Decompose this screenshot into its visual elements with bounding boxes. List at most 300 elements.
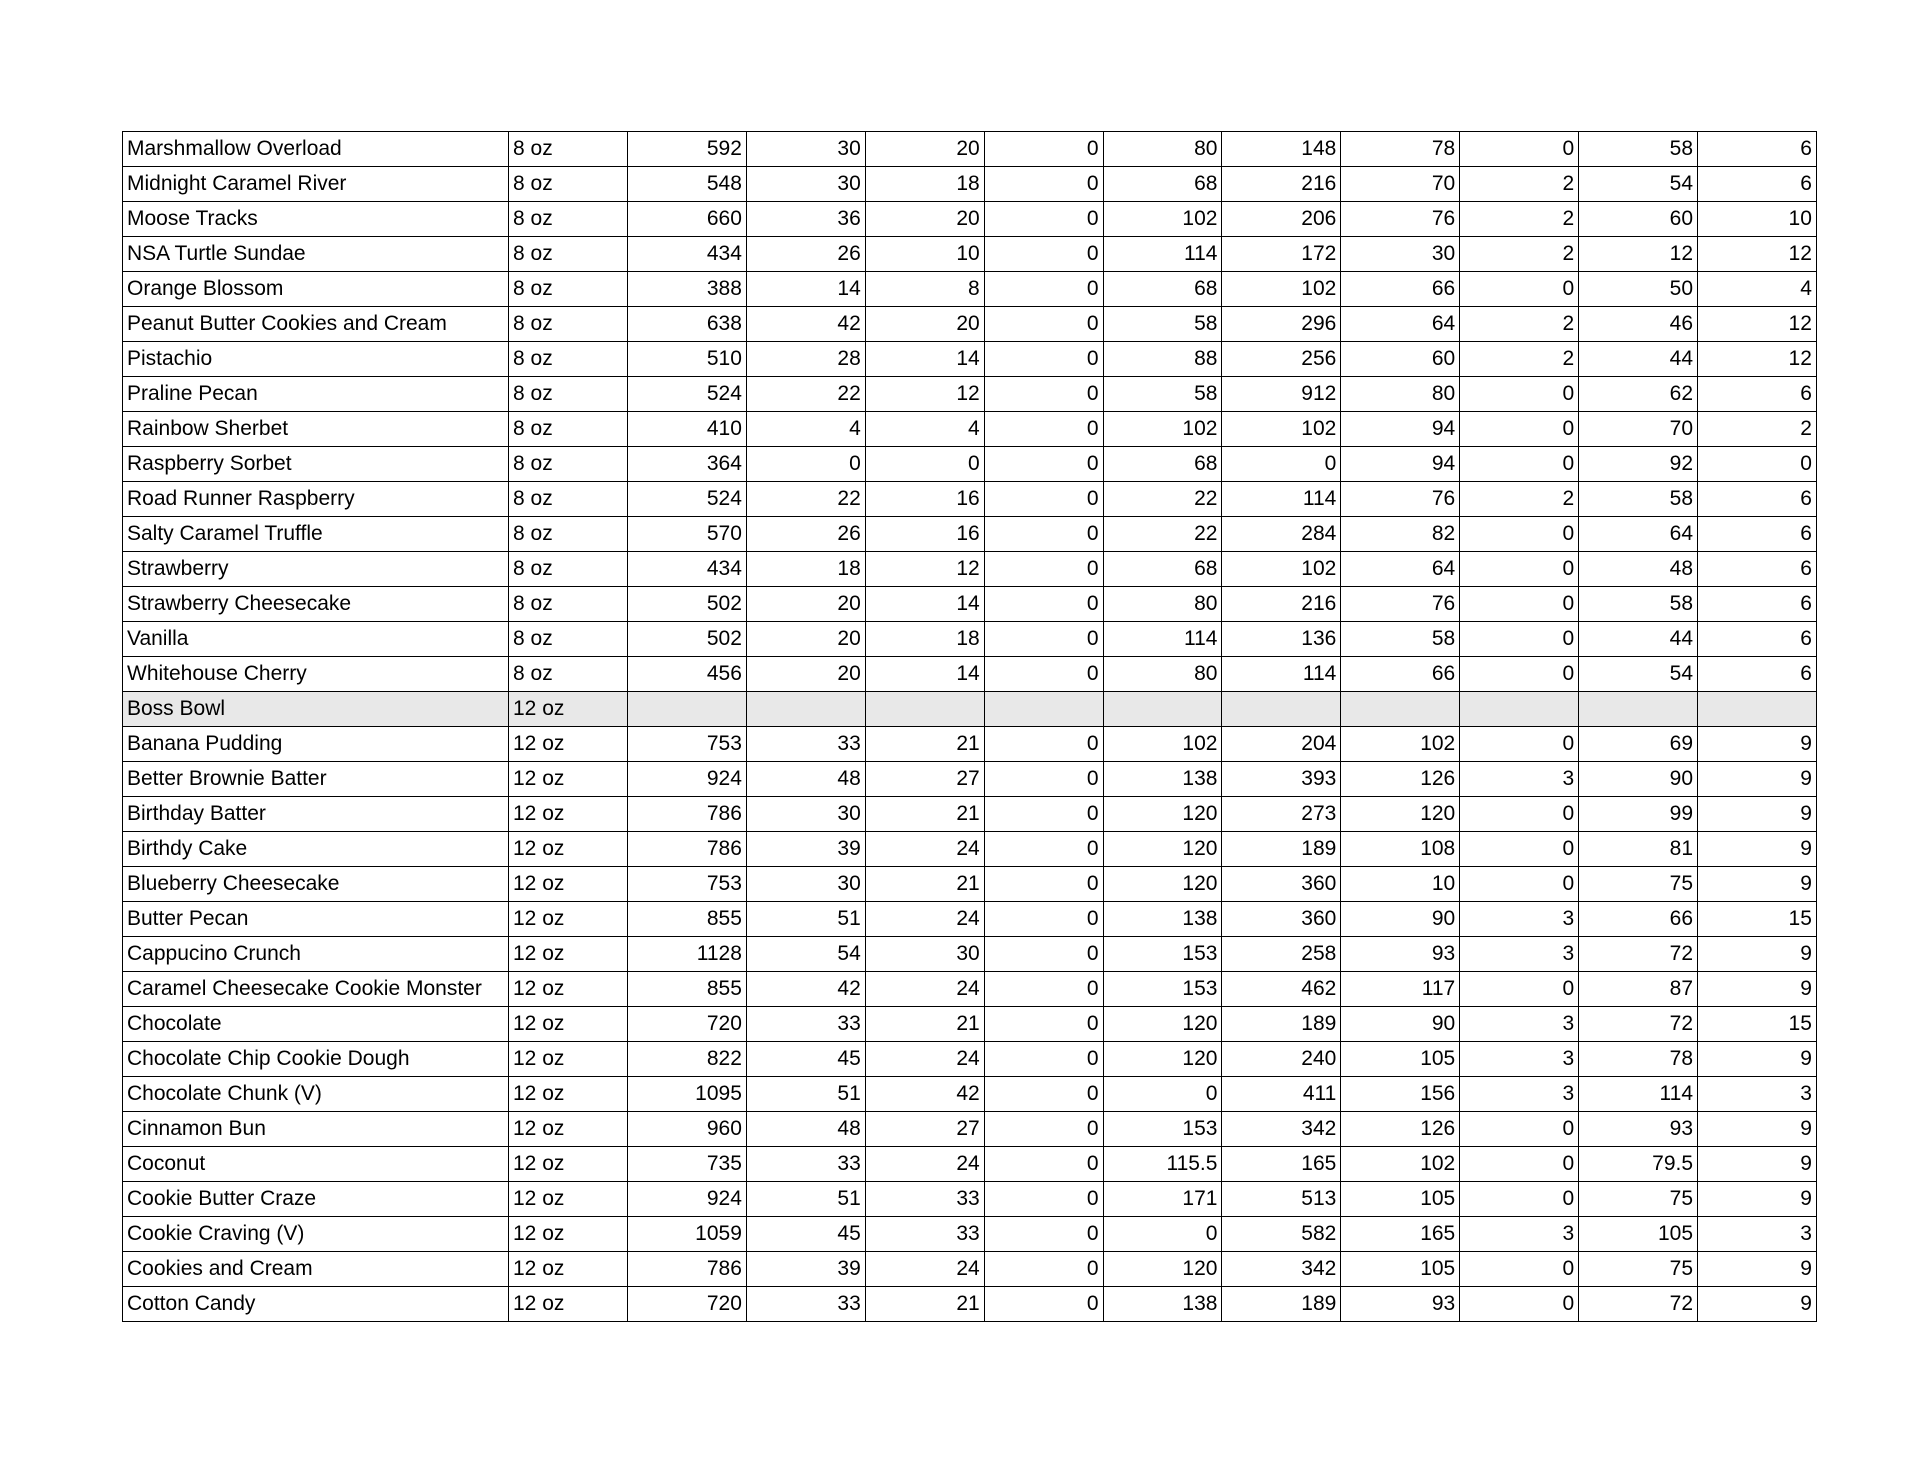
value-cell: 273 — [1222, 797, 1341, 832]
value-cell: 33 — [865, 1217, 984, 1252]
value-cell: 0 — [1460, 1182, 1579, 1217]
serving-size-cell: 8 oz — [509, 517, 628, 552]
table-row — [123, 937, 1817, 972]
value-cell: 6 — [1698, 552, 1817, 587]
value-cell: 258 — [1222, 937, 1341, 972]
value-cell: 88 — [1103, 342, 1222, 377]
value-cell: 126 — [1341, 1112, 1460, 1147]
table-row — [123, 272, 1817, 307]
table-row — [123, 1287, 1817, 1322]
section-row — [123, 692, 1817, 727]
value-cell: 0 — [984, 937, 1103, 972]
value-cell: 165 — [1222, 1147, 1341, 1182]
value-cell: 3 — [1460, 762, 1579, 797]
value-cell: 156 — [1341, 1077, 1460, 1112]
value-cell: 6 — [1698, 482, 1817, 517]
value-cell: 80 — [1103, 132, 1222, 167]
value-cell: 4 — [865, 412, 984, 447]
value-cell: 735 — [628, 1147, 747, 1182]
value-cell: 70 — [1579, 412, 1698, 447]
value-cell: 92 — [1579, 447, 1698, 482]
value-cell: 90 — [1341, 902, 1460, 937]
flavor-name-cell: Orange Blossom — [123, 272, 509, 307]
table-row — [123, 972, 1817, 1007]
value-cell: 240 — [1222, 1042, 1341, 1077]
value-cell: 153 — [1103, 937, 1222, 972]
value-cell: 48 — [746, 762, 865, 797]
value-cell: 33 — [746, 1287, 865, 1322]
value-cell: 33 — [746, 727, 865, 762]
value-cell: 153 — [1103, 972, 1222, 1007]
value-cell: 22 — [746, 377, 865, 412]
value-cell: 548 — [628, 167, 747, 202]
value-cell: 102 — [1341, 727, 1460, 762]
value-cell: 6 — [1698, 587, 1817, 622]
value-cell: 0 — [984, 552, 1103, 587]
value-cell: 0 — [1460, 517, 1579, 552]
value-cell: 46 — [1579, 307, 1698, 342]
value-cell: 102 — [1341, 1147, 1460, 1182]
value-cell: 102 — [1103, 412, 1222, 447]
value-cell: 114 — [1222, 482, 1341, 517]
value-cell: 462 — [1222, 972, 1341, 1007]
value-cell: 172 — [1222, 237, 1341, 272]
value-cell: 114 — [1103, 622, 1222, 657]
value-cell: 42 — [865, 1077, 984, 1112]
value-cell: 68 — [1103, 552, 1222, 587]
table-row — [123, 1182, 1817, 1217]
value-cell: 45 — [746, 1217, 865, 1252]
value-cell: 720 — [628, 1287, 747, 1322]
table-row — [123, 1217, 1817, 1252]
value-cell: 26 — [746, 517, 865, 552]
value-cell: 2 — [1698, 412, 1817, 447]
value-cell: 0 — [1460, 622, 1579, 657]
flavor-name-cell: Banana Pudding — [123, 727, 509, 762]
value-cell: 3 — [1460, 1042, 1579, 1077]
flavor-name-cell: Whitehouse Cherry — [123, 657, 509, 692]
value-cell: 411 — [1222, 1077, 1341, 1112]
value-cell: 960 — [628, 1112, 747, 1147]
flavor-name-cell: Pistachio — [123, 342, 509, 377]
value-cell: 924 — [628, 1182, 747, 1217]
value-cell: 0 — [984, 762, 1103, 797]
value-cell: 102 — [1222, 552, 1341, 587]
value-cell: 12 — [865, 552, 984, 587]
flavor-name-cell: Chocolate Chunk (V) — [123, 1077, 509, 1112]
value-cell: 82 — [1341, 517, 1460, 552]
value-cell: 786 — [628, 832, 747, 867]
value-cell: 189 — [1222, 1007, 1341, 1042]
value-cell: 66 — [1341, 272, 1460, 307]
value-cell: 16 — [865, 482, 984, 517]
value-cell: 76 — [1341, 202, 1460, 237]
flavor-name-cell: Praline Pecan — [123, 377, 509, 412]
value-cell — [746, 692, 865, 727]
value-cell: 120 — [1103, 1252, 1222, 1287]
value-cell: 51 — [746, 1182, 865, 1217]
table-row — [123, 447, 1817, 482]
flavor-name-cell: Vanilla — [123, 622, 509, 657]
serving-size-cell: 12 oz — [509, 692, 628, 727]
value-cell: 9 — [1698, 1042, 1817, 1077]
value-cell: 12 — [1698, 307, 1817, 342]
value-cell: 24 — [865, 832, 984, 867]
value-cell — [1579, 692, 1698, 727]
value-cell: 10 — [865, 237, 984, 272]
value-cell: 64 — [1579, 517, 1698, 552]
value-cell: 0 — [1460, 1112, 1579, 1147]
value-cell: 24 — [865, 902, 984, 937]
serving-size-cell: 12 oz — [509, 1077, 628, 1112]
value-cell: 1128 — [628, 937, 747, 972]
value-cell: 20 — [865, 307, 984, 342]
value-cell: 138 — [1103, 1287, 1222, 1322]
value-cell: 58 — [1341, 622, 1460, 657]
table-row — [123, 1252, 1817, 1287]
value-cell: 6 — [1698, 377, 1817, 412]
value-cell: 80 — [1341, 377, 1460, 412]
table-row — [123, 622, 1817, 657]
value-cell: 9 — [1698, 1182, 1817, 1217]
value-cell: 58 — [1579, 482, 1698, 517]
flavor-name-cell: Midnight Caramel River — [123, 167, 509, 202]
value-cell: 0 — [984, 902, 1103, 937]
value-cell: 189 — [1222, 832, 1341, 867]
value-cell: 171 — [1103, 1182, 1222, 1217]
value-cell: 93 — [1579, 1112, 1698, 1147]
value-cell: 0 — [984, 657, 1103, 692]
value-cell: 21 — [865, 1007, 984, 1042]
value-cell: 20 — [746, 587, 865, 622]
value-cell: 9 — [1698, 1252, 1817, 1287]
value-cell: 27 — [865, 762, 984, 797]
value-cell: 0 — [984, 622, 1103, 657]
value-cell: 1059 — [628, 1217, 747, 1252]
value-cell: 9 — [1698, 937, 1817, 972]
value-cell: 58 — [1103, 307, 1222, 342]
table-body — [123, 132, 1817, 1322]
serving-size-cell: 12 oz — [509, 832, 628, 867]
value-cell: 0 — [1103, 1217, 1222, 1252]
value-cell: 24 — [865, 1042, 984, 1077]
flavor-name-cell: Strawberry — [123, 552, 509, 587]
table-row — [123, 902, 1817, 937]
value-cell: 456 — [628, 657, 747, 692]
value-cell: 2 — [1460, 167, 1579, 202]
value-cell: 105 — [1341, 1042, 1460, 1077]
flavor-name-cell: Cookies and Cream — [123, 1252, 509, 1287]
value-cell: 0 — [1460, 1252, 1579, 1287]
value-cell: 148 — [1222, 132, 1341, 167]
value-cell: 58 — [1579, 132, 1698, 167]
value-cell: 26 — [746, 237, 865, 272]
serving-size-cell: 8 oz — [509, 342, 628, 377]
value-cell: 720 — [628, 1007, 747, 1042]
value-cell: 0 — [984, 237, 1103, 272]
table-row — [123, 1042, 1817, 1077]
value-cell: 81 — [1579, 832, 1698, 867]
value-cell: 60 — [1341, 342, 1460, 377]
value-cell: 0 — [1698, 447, 1817, 482]
value-cell: 9 — [1698, 762, 1817, 797]
value-cell: 2 — [1460, 237, 1579, 272]
table-row — [123, 412, 1817, 447]
flavor-name-cell: Better Brownie Batter — [123, 762, 509, 797]
value-cell: 120 — [1103, 1042, 1222, 1077]
table-row — [123, 202, 1817, 237]
serving-size-cell: 8 oz — [509, 202, 628, 237]
value-cell: 36 — [746, 202, 865, 237]
flavor-name-cell: Road Runner Raspberry — [123, 482, 509, 517]
value-cell: 189 — [1222, 1287, 1341, 1322]
value-cell: 54 — [1579, 657, 1698, 692]
value-cell: 1095 — [628, 1077, 747, 1112]
value-cell: 28 — [746, 342, 865, 377]
value-cell: 9 — [1698, 1287, 1817, 1322]
value-cell: 0 — [746, 447, 865, 482]
value-cell: 14 — [865, 342, 984, 377]
value-cell: 18 — [865, 622, 984, 657]
serving-size-cell: 12 oz — [509, 867, 628, 902]
value-cell: 0 — [984, 727, 1103, 762]
value-cell: 76 — [1341, 587, 1460, 622]
value-cell: 80 — [1103, 657, 1222, 692]
value-cell: 3 — [1460, 1007, 1579, 1042]
value-cell: 114 — [1579, 1077, 1698, 1112]
value-cell: 62 — [1579, 377, 1698, 412]
value-cell: 99 — [1579, 797, 1698, 832]
value-cell: 66 — [1579, 902, 1698, 937]
value-cell — [865, 692, 984, 727]
value-cell: 24 — [865, 972, 984, 1007]
value-cell: 21 — [865, 867, 984, 902]
value-cell: 0 — [1460, 867, 1579, 902]
value-cell: 0 — [1460, 657, 1579, 692]
table-row — [123, 762, 1817, 797]
serving-size-cell: 12 oz — [509, 797, 628, 832]
value-cell: 753 — [628, 727, 747, 762]
value-cell: 102 — [1222, 272, 1341, 307]
value-cell — [628, 692, 747, 727]
value-cell: 12 — [865, 377, 984, 412]
table-row — [123, 867, 1817, 902]
value-cell: 912 — [1222, 377, 1341, 412]
value-cell: 60 — [1579, 202, 1698, 237]
value-cell: 75 — [1579, 1182, 1698, 1217]
value-cell: 0 — [984, 1147, 1103, 1182]
value-cell: 87 — [1579, 972, 1698, 1007]
flavor-name-cell: Butter Pecan — [123, 902, 509, 937]
table-row — [123, 342, 1817, 377]
serving-size-cell: 8 oz — [509, 237, 628, 272]
value-cell: 0 — [984, 202, 1103, 237]
value-cell: 39 — [746, 1252, 865, 1287]
serving-size-cell: 8 oz — [509, 587, 628, 622]
table-row — [123, 167, 1817, 202]
value-cell: 18 — [746, 552, 865, 587]
flavor-name-cell: Salty Caramel Truffle — [123, 517, 509, 552]
value-cell: 22 — [1103, 482, 1222, 517]
value-cell: 102 — [1222, 412, 1341, 447]
value-cell: 12 — [1698, 342, 1817, 377]
flavor-name-cell: Cotton Candy — [123, 1287, 509, 1322]
table-row — [123, 552, 1817, 587]
value-cell: 660 — [628, 202, 747, 237]
value-cell: 360 — [1222, 902, 1341, 937]
value-cell: 21 — [865, 727, 984, 762]
value-cell: 39 — [746, 832, 865, 867]
value-cell — [1460, 692, 1579, 727]
value-cell: 33 — [865, 1182, 984, 1217]
serving-size-cell: 12 oz — [509, 1252, 628, 1287]
value-cell: 94 — [1341, 412, 1460, 447]
flavor-name-cell: Birthdy Cake — [123, 832, 509, 867]
serving-size-cell: 12 oz — [509, 902, 628, 937]
value-cell: 592 — [628, 132, 747, 167]
value-cell: 20 — [865, 202, 984, 237]
table-row — [123, 587, 1817, 622]
value-cell: 76 — [1341, 482, 1460, 517]
value-cell: 120 — [1103, 832, 1222, 867]
value-cell: 0 — [984, 1112, 1103, 1147]
value-cell: 8 — [865, 272, 984, 307]
value-cell: 24 — [865, 1147, 984, 1182]
value-cell: 90 — [1341, 1007, 1460, 1042]
value-cell: 3 — [1460, 1217, 1579, 1252]
value-cell: 753 — [628, 867, 747, 902]
flavor-name-cell: Blueberry Cheesecake — [123, 867, 509, 902]
value-cell: 524 — [628, 377, 747, 412]
value-cell: 342 — [1222, 1252, 1341, 1287]
value-cell: 786 — [628, 797, 747, 832]
value-cell: 9 — [1698, 797, 1817, 832]
value-cell: 0 — [984, 1287, 1103, 1322]
value-cell: 0 — [984, 167, 1103, 202]
flavor-name-cell: Chocolate Chip Cookie Dough — [123, 1042, 509, 1077]
value-cell: 0 — [1460, 832, 1579, 867]
value-cell: 434 — [628, 552, 747, 587]
value-cell: 78 — [1579, 1042, 1698, 1077]
value-cell: 0 — [984, 1007, 1103, 1042]
nutrition-table — [122, 131, 1817, 1322]
table-row — [123, 832, 1817, 867]
value-cell: 68 — [1103, 272, 1222, 307]
value-cell: 44 — [1579, 342, 1698, 377]
table-row — [123, 307, 1817, 342]
value-cell: 165 — [1341, 1217, 1460, 1252]
value-cell: 120 — [1341, 797, 1460, 832]
value-cell: 0 — [1460, 972, 1579, 1007]
serving-size-cell: 8 oz — [509, 272, 628, 307]
value-cell: 393 — [1222, 762, 1341, 797]
value-cell: 14 — [865, 657, 984, 692]
value-cell: 786 — [628, 1252, 747, 1287]
value-cell: 0 — [984, 517, 1103, 552]
serving-size-cell: 12 oz — [509, 1112, 628, 1147]
flavor-name-cell: NSA Turtle Sundae — [123, 237, 509, 272]
value-cell: 120 — [1103, 797, 1222, 832]
table-row — [123, 1112, 1817, 1147]
flavor-name-cell: Rainbow Sherbet — [123, 412, 509, 447]
value-cell: 9 — [1698, 972, 1817, 1007]
value-cell: 0 — [1460, 797, 1579, 832]
value-cell: 0 — [984, 1252, 1103, 1287]
table-row — [123, 482, 1817, 517]
value-cell: 44 — [1579, 622, 1698, 657]
value-cell: 0 — [984, 1182, 1103, 1217]
value-cell: 6 — [1698, 132, 1817, 167]
value-cell: 30 — [1341, 237, 1460, 272]
value-cell: 30 — [865, 937, 984, 972]
value-cell: 16 — [865, 517, 984, 552]
serving-size-cell: 8 oz — [509, 307, 628, 342]
value-cell: 80 — [1103, 587, 1222, 622]
value-cell: 388 — [628, 272, 747, 307]
value-cell: 20 — [865, 132, 984, 167]
serving-size-cell: 12 oz — [509, 1007, 628, 1042]
table-row — [123, 1007, 1817, 1042]
value-cell: 0 — [984, 412, 1103, 447]
value-cell: 0 — [984, 587, 1103, 622]
value-cell: 4 — [1698, 272, 1817, 307]
value-cell: 22 — [746, 482, 865, 517]
value-cell: 54 — [746, 937, 865, 972]
value-cell: 204 — [1222, 727, 1341, 762]
serving-size-cell: 8 oz — [509, 447, 628, 482]
value-cell: 117 — [1341, 972, 1460, 1007]
serving-size-cell: 8 oz — [509, 482, 628, 517]
value-cell: 0 — [984, 797, 1103, 832]
value-cell: 2 — [1460, 342, 1579, 377]
value-cell — [1698, 692, 1817, 727]
value-cell: 69 — [1579, 727, 1698, 762]
serving-size-cell: 8 oz — [509, 657, 628, 692]
value-cell: 0 — [865, 447, 984, 482]
serving-size-cell: 8 oz — [509, 167, 628, 202]
serving-size-cell: 12 oz — [509, 1147, 628, 1182]
flavor-name-cell: Moose Tracks — [123, 202, 509, 237]
value-cell: 513 — [1222, 1182, 1341, 1217]
value-cell: 108 — [1341, 832, 1460, 867]
flavor-name-cell: Raspberry Sorbet — [123, 447, 509, 482]
value-cell: 0 — [984, 307, 1103, 342]
value-cell: 138 — [1103, 762, 1222, 797]
value-cell: 93 — [1341, 937, 1460, 972]
flavor-name-cell: Strawberry Cheesecake — [123, 587, 509, 622]
serving-size-cell: 12 oz — [509, 1042, 628, 1077]
flavor-name-cell: Coconut — [123, 1147, 509, 1182]
value-cell — [1341, 692, 1460, 727]
value-cell: 0 — [984, 1217, 1103, 1252]
value-cell: 502 — [628, 622, 747, 657]
value-cell: 72 — [1579, 937, 1698, 972]
value-cell: 75 — [1579, 867, 1698, 902]
value-cell: 3 — [1698, 1217, 1817, 1252]
serving-size-cell: 12 oz — [509, 727, 628, 762]
value-cell: 855 — [628, 902, 747, 937]
value-cell: 0 — [984, 867, 1103, 902]
value-cell: 0 — [984, 132, 1103, 167]
value-cell: 638 — [628, 307, 747, 342]
value-cell — [1103, 692, 1222, 727]
table-row — [123, 132, 1817, 167]
flavor-name-cell: Chocolate — [123, 1007, 509, 1042]
value-cell: 0 — [1222, 447, 1341, 482]
serving-size-cell: 12 oz — [509, 1217, 628, 1252]
value-cell: 3 — [1460, 937, 1579, 972]
value-cell: 3 — [1460, 902, 1579, 937]
